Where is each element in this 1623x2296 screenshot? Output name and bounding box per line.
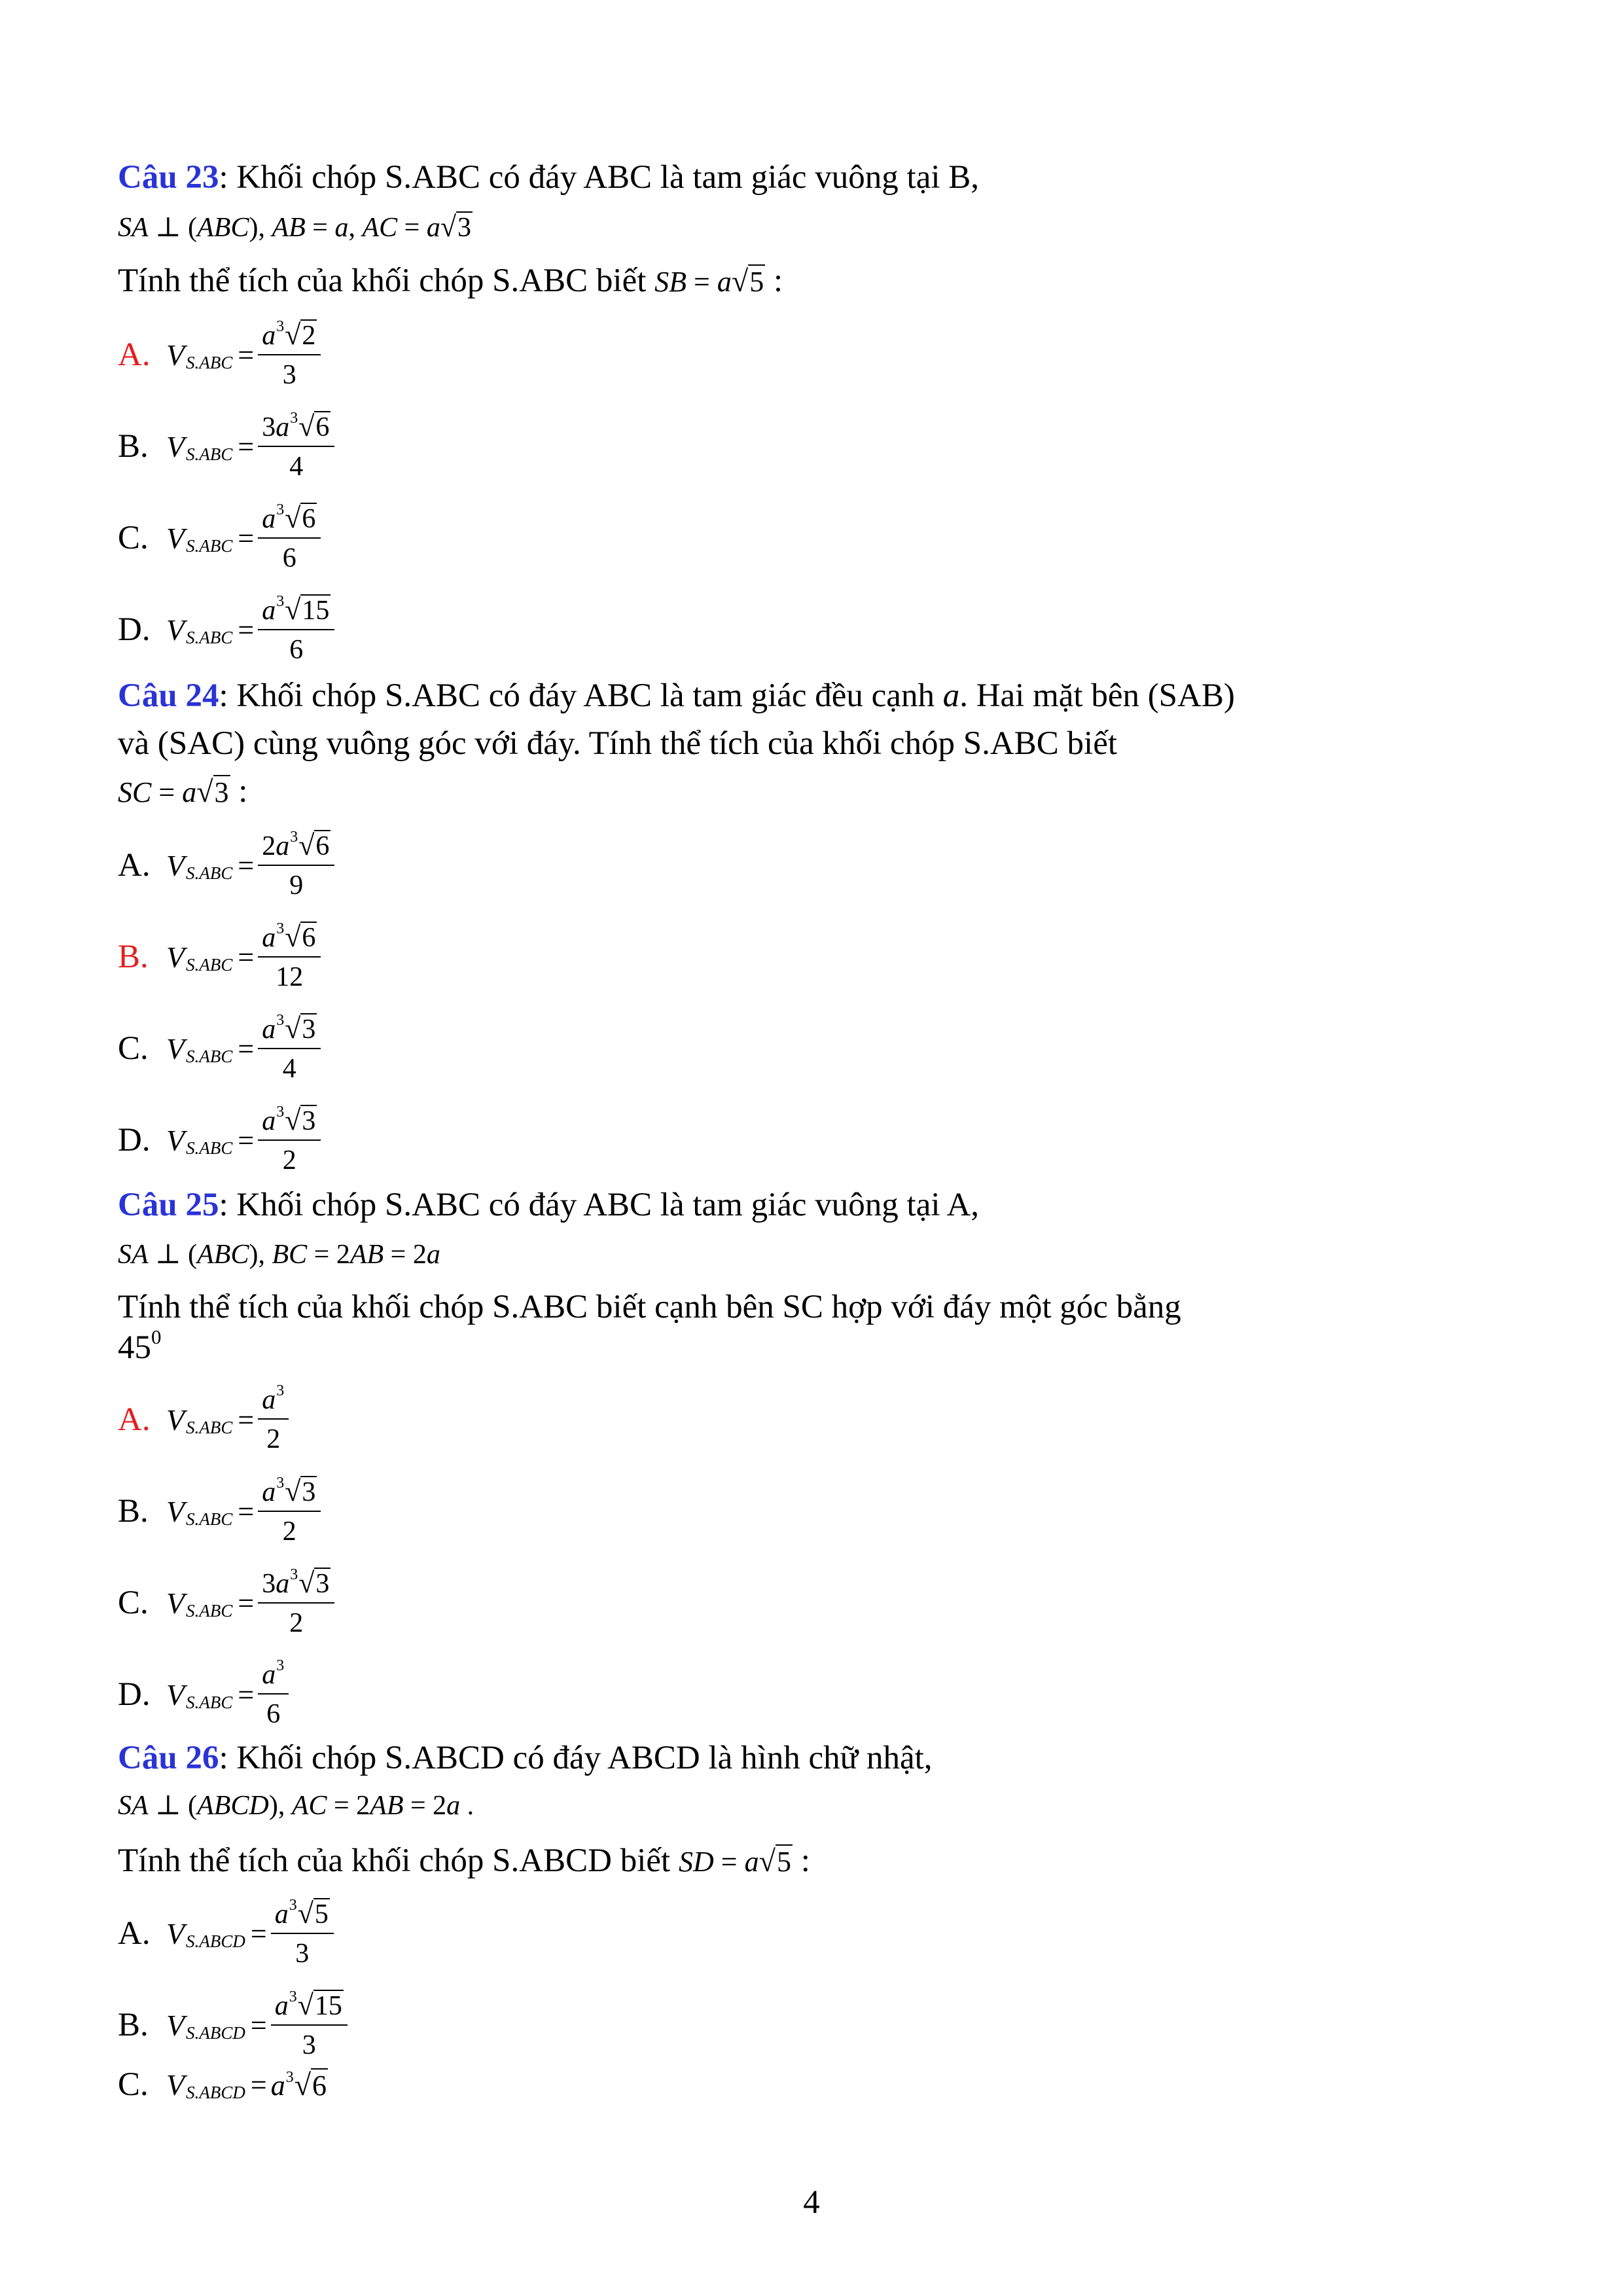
q25-angle: $45^0$ bbox=[118, 1325, 162, 1366]
sqrt-symbol: √3 bbox=[196, 775, 229, 808]
q24-option-a[interactable]: A. V S.ABC = $\frac{2a^3√6}{9}$ bbox=[118, 820, 334, 910]
q24-line2: và (SAC) cùng vuông góc với đáy. Tính thể tích của khối chóp S.ABC biết bbox=[118, 725, 1118, 762]
fraction: $\frac{3a^3√6}{4}$ bbox=[258, 410, 334, 483]
sqrt-symbol: √3 bbox=[285, 1475, 316, 1507]
q25-label: Câu 25 bbox=[118, 1187, 219, 1223]
q25-option-c[interactable]: C. V S.ABC = $\frac{3a^3√3}{2}$ bbox=[118, 1558, 334, 1648]
fraction: $\frac{a^3√15}{6}$ bbox=[258, 594, 334, 666]
sqrt-symbol: √3 bbox=[285, 1012, 316, 1045]
sqrt-symbol: √2 bbox=[285, 318, 316, 351]
sqrt-symbol: √3 bbox=[298, 1566, 330, 1599]
sqrt-symbol: √5 bbox=[758, 1844, 791, 1878]
sqrt-symbol: √5 bbox=[297, 1897, 329, 1929]
q23-line3: Tính thể tích của khối chóp S.ABC biết SB = a√5 : bbox=[118, 260, 783, 302]
sqrt-symbol: √3 bbox=[285, 1103, 316, 1136]
q25-option-a[interactable]: A. V S.ABC = $\frac{a^3}{2}$ bbox=[118, 1374, 289, 1465]
fraction: $\frac{3a^3√3}{2}$ bbox=[258, 1567, 334, 1640]
fraction: $\frac{a^3√6}{6}$ bbox=[258, 502, 321, 575]
q24-line1: Câu 24: Khối chóp S.ABC có đáy ABC là tam giác đều cạnh a. Hai mặt bên (SAB) bbox=[118, 677, 1235, 714]
q26-conditions: SA ⊥ (ABCD), AC = 2AB = 2a . bbox=[118, 1791, 474, 1821]
sqrt-symbol: √15 bbox=[297, 1988, 342, 2021]
q23-option-d[interactable]: D. V S.ABC = $\frac{a^3√15}{6}$ bbox=[118, 584, 334, 675]
q25-option-b[interactable]: B. V S.ABC = $\frac{a^3√3}{2}$ bbox=[118, 1466, 321, 1556]
q26-option-b[interactable]: B. V S.ABCD = $\frac{a^3√15}{3}$ bbox=[118, 1980, 348, 2070]
q26-line3: Tính thể tích của khối chóp S.ABCD biết SD = a√5 : bbox=[118, 1840, 810, 1882]
sqrt-symbol: √3 bbox=[440, 211, 472, 243]
sqrt-symbol: √6 bbox=[285, 501, 316, 534]
fraction: $\frac{a^3√3}{2}$ bbox=[258, 1104, 321, 1177]
q26-line1: Câu 26: Khối chóp S.ABCD có đáy ABCD là hình chữ nhật, bbox=[118, 1740, 933, 1776]
sqrt-symbol: √5 bbox=[731, 264, 764, 298]
fraction: $\frac{a^3}{6}$ bbox=[258, 1659, 289, 1731]
q23-text-1: : Khối chóp S.ABC có đáy ABC là tam giác vuông tại B, bbox=[219, 159, 980, 196]
fraction: $\frac{a^3√15}{3}$ bbox=[271, 1989, 348, 2062]
q26-label: Câu 26 bbox=[118, 1740, 219, 1776]
q24-option-b[interactable]: B. V S.ABC = $\frac{a^3√6}{12}$ bbox=[118, 912, 321, 1002]
q25-conditions: SA ⊥ (ABC), BC = 2AB = 2a bbox=[118, 1240, 440, 1270]
q23-conditions: SA ⊥ (ABC), AB = a, AC = a√3 bbox=[118, 208, 473, 247]
fraction: $\frac{2a^3√6}{9}$ bbox=[258, 829, 334, 902]
q24-option-d[interactable]: D. V S.ABC = $\frac{a^3√3}{2}$ bbox=[118, 1095, 321, 1185]
q24-option-c[interactable]: C. V S.ABC = $\frac{a^3√3}{4}$ bbox=[118, 1003, 321, 1094]
sqrt-symbol: √6 bbox=[298, 410, 330, 442]
q26-option-a[interactable]: A. V S.ABCD = $\frac{a^3√5}{3}$ bbox=[118, 1888, 334, 1979]
fraction: $\frac{a^3√3}{4}$ bbox=[258, 1013, 321, 1085]
q25-option-d[interactable]: D. V S.ABC = $\frac{a^3}{6}$ bbox=[118, 1649, 289, 1740]
fraction: $\frac{a^3√5}{3}$ bbox=[271, 1897, 334, 1970]
sqrt-symbol: √6 bbox=[298, 829, 330, 861]
sqrt-symbol: √6 bbox=[285, 920, 316, 953]
fraction: $\frac{a^3√3}{2}$ bbox=[258, 1475, 321, 1548]
fraction: $\frac{a^3√6}{12}$ bbox=[258, 921, 321, 994]
q23-line1 bbox=[118, 157, 979, 198]
q23-option-c[interactable]: C. V S.ABC = $\frac{a^3√6}{6}$ bbox=[118, 493, 321, 583]
fraction: $\frac{a^3√2}{3}$ bbox=[258, 319, 321, 391]
fraction: $\frac{a^3}{2}$ bbox=[258, 1384, 289, 1456]
q24-label: Câu 24 bbox=[118, 677, 219, 714]
q24-condition: SC = a√3 : bbox=[118, 771, 247, 813]
q25-line3: Tính thể tích của khối chóp S.ABC biết cạnh bên SC hợp với đáy một góc bằng bbox=[118, 1289, 1181, 1325]
page-number: 4 bbox=[803, 2184, 820, 2221]
q23-option-b[interactable]: B. V S.ABC = $\frac{3a^3√6}{4}$ bbox=[118, 401, 334, 492]
q25-line1: Câu 25: Khối chóp S.ABC có đáy ABC là tam giác vuông tại A, bbox=[118, 1187, 980, 1223]
q26-option-c[interactable]: C. V S.ABCD = $a^3√6$ bbox=[118, 2066, 327, 2103]
q23-option-a[interactable]: A. V S.ABC = $\frac{a^3√2}{3}$ bbox=[118, 310, 321, 400]
q23-label: Câu 23 bbox=[118, 159, 219, 196]
sqrt-symbol: √15 bbox=[285, 593, 330, 626]
sqrt-symbol: √6 bbox=[294, 2068, 327, 2102]
